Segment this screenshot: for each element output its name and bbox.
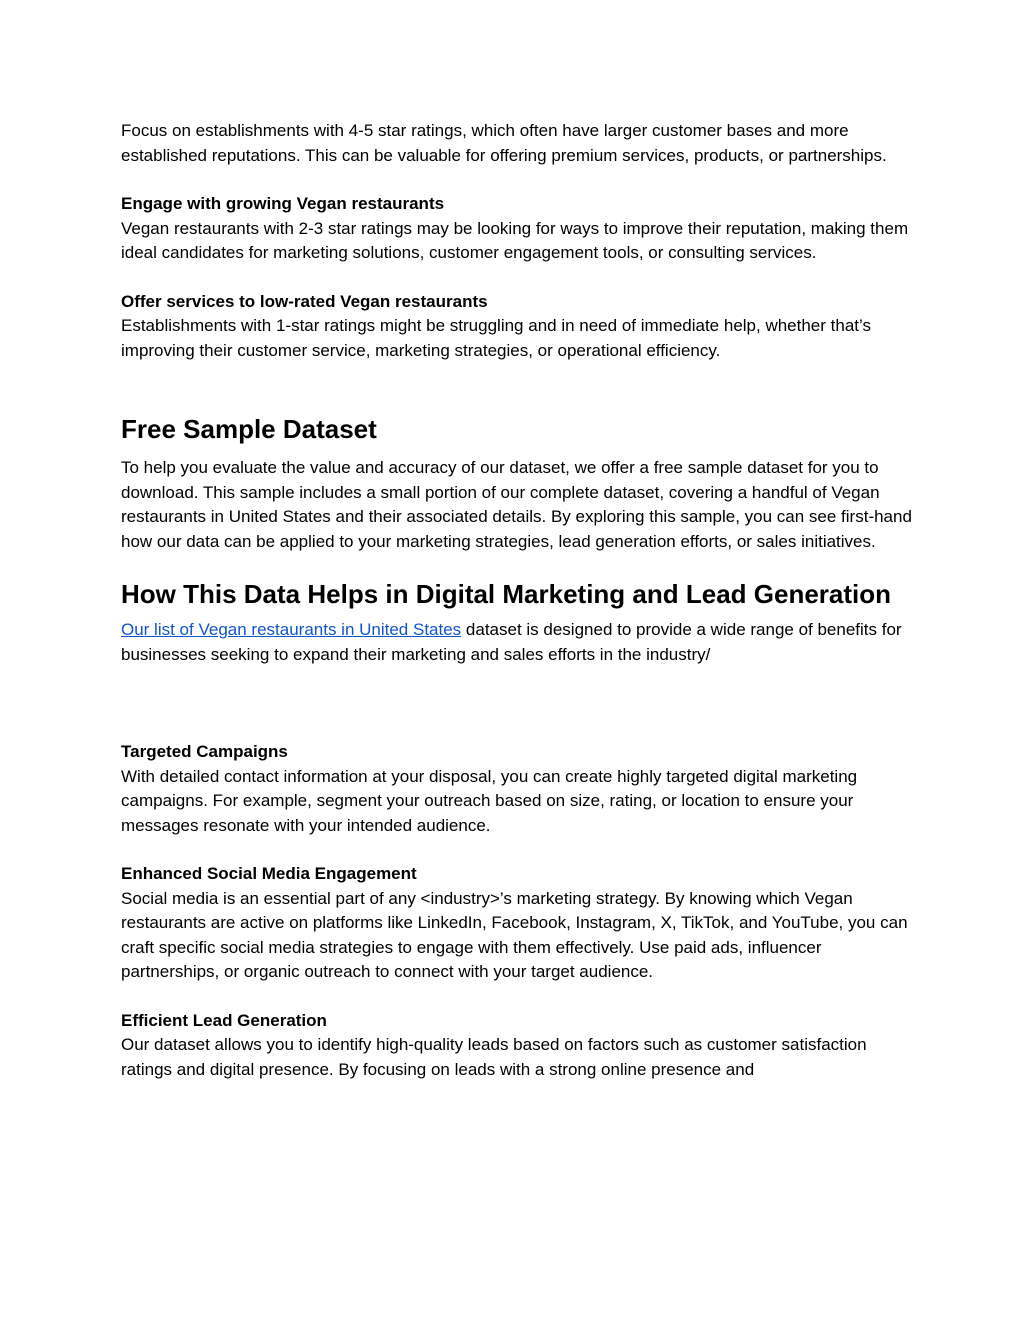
document-page xyxy=(121,119,921,1082)
section-lead-generation xyxy=(121,1009,921,1083)
how-helps-body-text: dataset is designed to provide a wide range of benefits for businesses seeking to expand their marketing and sales efforts in the industry/ xyxy=(121,620,902,664)
section-social-media xyxy=(121,862,921,985)
section-body: With detailed contact information at your disposal, you can create highly targeted digital marketing campaigns. For example, segment your outreach based on size, rating, or location to ensure your messages resonate with your intended audience. xyxy=(121,766,858,835)
section-low-rated xyxy=(121,290,921,364)
section-heading: Targeted Campaigns xyxy=(121,742,288,761)
section-heading: Offer services to low-rated Vegan restaurants xyxy=(121,291,488,311)
section-targeted-campaigns xyxy=(121,740,921,838)
free-sample-title: Free Sample Dataset xyxy=(121,414,377,444)
how-helps-body xyxy=(121,618,921,667)
intro-paragraph: Focus on establishments with 4-5 star ratings, which often have larger customer bases and more established reputations. This can be valuable for offering premium services, products, or partnerships. xyxy=(121,121,887,165)
free-sample-body: To help you evaluate the value and accuracy of our dataset, we offer a free sample dataset for you to download. This sample includes a small portion of our complete dataset, covering a handful of Vegan restaurants in United States and their associated details. By exploring this sample, you can see first-hand how our data can be applied to your marketing strategies, lead generation efforts, or sales initiatives. xyxy=(121,458,912,551)
section-heading: Engage with growing Vegan restaurants xyxy=(121,194,445,213)
section-body: Vegan restaurants with 2-3 star ratings may be looking for ways to improve their reputation, making them ideal candidates for marketing solutions, customer engagement tools, or consulting services. xyxy=(121,218,909,262)
vegan-restaurants-list-link[interactable]: Our list of Vegan restaurants in United States xyxy=(121,620,462,639)
section-heading: Efficient Lead Generation xyxy=(121,1010,327,1030)
section-body: Establishments with 1-star ratings might be struggling and in need of immediate help, whether that’s improving their customer service, marketing strategies, or operational efficiency. xyxy=(121,316,871,360)
section-body: Our dataset allows you to identify high-quality leads based on factors such as customer satisfaction ratings and digital presence. By focusing on leads with a strong online presence and xyxy=(121,1035,867,1079)
section-engage-growing xyxy=(121,192,921,266)
section-body: Social media is an essential part of any <industry>’s marketing strategy. By knowing which Vegan restaurants are active on platforms like LinkedIn, Facebook, Instagram, X, TikTok, and YouTube, you can craft specific social media strategies to engage with them effectively. Use paid ads, influencer partnerships, or organic outreach to connect with your target audience. xyxy=(121,888,908,981)
section-heading: Enhanced Social Media Engagement xyxy=(121,864,417,883)
how-helps-title: How This Data Helps in Digital Marketing and Lead Generation xyxy=(121,579,892,609)
